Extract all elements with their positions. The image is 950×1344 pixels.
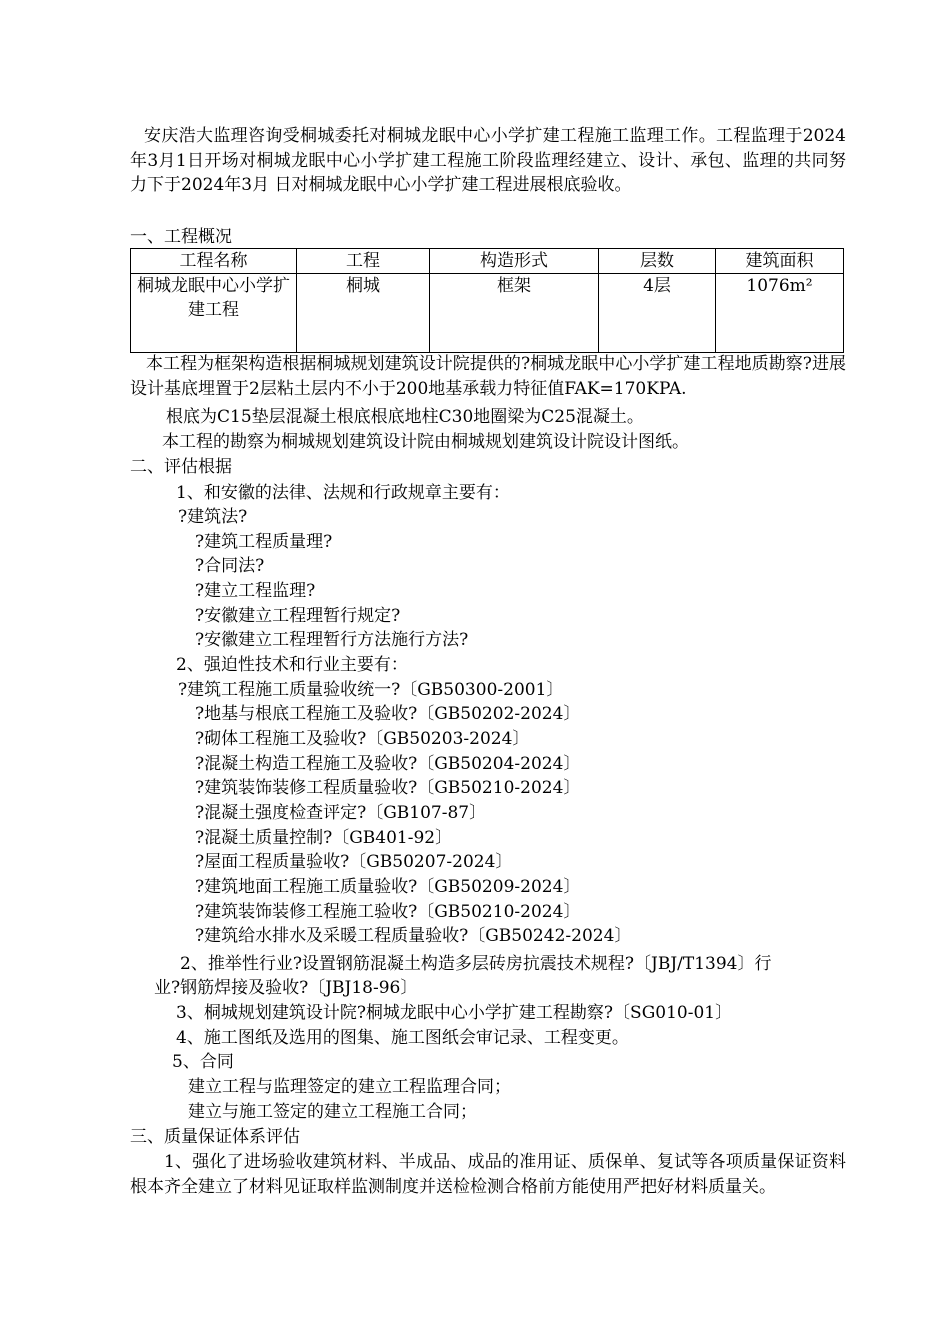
- paragraph-quality-assurance: 1、强化了进场验收建筑材料、半成品、成品的准用证、质保单、复试等各项质量保证资料根本齐全建立了材料见证取样监测制度并送检检测合格前方能使用严把好材料质量关。: [130, 1152, 846, 1197]
- section-2-title: 二、评估根据: [130, 457, 232, 477]
- basis-item-3-line-2: 业?钢筋焊接及验收?〔JBJ18-96〕: [154, 978, 418, 998]
- standard-item: ?建筑装饰装修工程施工验收?〔GB50210-2024〕: [195, 902, 581, 922]
- header-project-name: 工程名称: [131, 249, 297, 274]
- cell-area: 1076m²: [716, 274, 844, 353]
- header-structure: 构造形式: [430, 249, 599, 274]
- law-item: ?安徽建立工程理暂行规定?: [195, 606, 401, 626]
- header-floors: 层数: [599, 249, 716, 274]
- basis-item-6: 5、合同: [172, 1052, 234, 1072]
- header-area: 建筑面积: [716, 249, 844, 274]
- paragraph-foundation: 根底为C15垫层混凝土根底根底地柱C30地圈梁为C25混凝土。: [166, 407, 644, 427]
- basis-item-2: 2、强迫性技术和行业主要有：: [176, 655, 408, 675]
- basis-item-1: 1、和安徽的法律、法规和行政规章主要有：: [176, 483, 510, 503]
- basis-item-3-line-1: 2、推举性行业?设置钢筋混凝土构造多层砖房抗震技术规程?〔JBJ/T1394〕行: [180, 954, 772, 974]
- standard-item: ?地基与根底工程施工及验收?〔GB50202-2024〕: [195, 704, 581, 724]
- section-1-title: 一、工程概况: [130, 227, 232, 247]
- standard-item: ?混凝土质量控制?〔GB401-92〕: [195, 828, 453, 848]
- cell-floors: 4层: [599, 274, 716, 353]
- law-item: ?合同法?: [195, 556, 265, 576]
- paragraph-structure: 本工程为框架构造根据桐城规划建筑设计院提供的?桐城龙眠中心小学扩建工程地质勘察?进展设计基底埋置于2层粘土层内不小于200地基承载力特征值FAK=170KPA.: [130, 354, 846, 399]
- section-3-title: 三、质量保证体系评估: [130, 1127, 300, 1147]
- cell-project: 桐城: [297, 274, 430, 353]
- basis-item-4: 3、桐城规划建筑设计院?桐城龙眠中心小学扩建工程勘察?〔SG010-01〕: [176, 1003, 733, 1023]
- table-header-row: [131, 249, 844, 274]
- standard-item: ?砌体工程施工及验收?〔GB50203-2024〕: [195, 729, 530, 749]
- paragraph-survey: 本工程的勘察为桐城规划建筑设计院由桐城规划建筑设计院设计图纸。: [162, 432, 689, 452]
- header-project: 工程: [297, 249, 430, 274]
- law-item: ?建筑工程质量理?: [195, 532, 333, 552]
- basis-item-5: 4、施工图纸及选用的图集、施工图纸会审记录、工程变更。: [176, 1028, 629, 1048]
- standard-item: ?混凝土强度检查评定?〔GB107-87〕: [195, 803, 487, 823]
- law-item: ?建筑法?: [178, 507, 248, 527]
- cell-project-name: 桐城龙眠中心小学扩建工程: [131, 274, 297, 353]
- standard-item: ?建筑给水排水及采暖工程质量验收?〔GB50242-2024〕: [195, 926, 632, 946]
- cell-structure: 框架: [430, 274, 599, 353]
- standard-item: ?混凝土构造工程施工及验收?〔GB50204-2024〕: [195, 754, 581, 774]
- standard-item: ?建筑地面工程施工质量验收?〔GB50209-2024〕: [195, 877, 581, 897]
- standard-item: ?建筑装饰装修工程质量验收?〔GB50210-2024〕: [195, 778, 581, 798]
- contract-item: 建立与施工签定的建立工程施工合同；: [188, 1102, 477, 1122]
- contract-item: 建立工程与监理签定的建立工程监理合同；: [188, 1077, 511, 1097]
- law-item: ?安徽建立工程理暂行方法施行方法?: [195, 630, 469, 650]
- law-item: ?建立工程监理?: [195, 581, 316, 601]
- intro-paragraph: 安庆浩大监理咨询受桐城委托对桐城龙眠中心小学扩建工程施工监理工作。工程监理于2024年3月1日开场对桐城龙眠中心小学扩建工程施工阶段监理经建立、设计、承包、监理的共同努力下于2024年3月 日对桐城龙眠中心小学扩建工程进展根底验收。: [130, 126, 846, 195]
- project-overview-table: [130, 248, 844, 353]
- table-row: [131, 274, 844, 353]
- standard-item: ?建筑工程施工质量验收统一?〔GB50300-2001〕: [178, 680, 564, 700]
- standard-item: ?屋面工程质量验收?〔GB50207-2024〕: [195, 852, 513, 872]
